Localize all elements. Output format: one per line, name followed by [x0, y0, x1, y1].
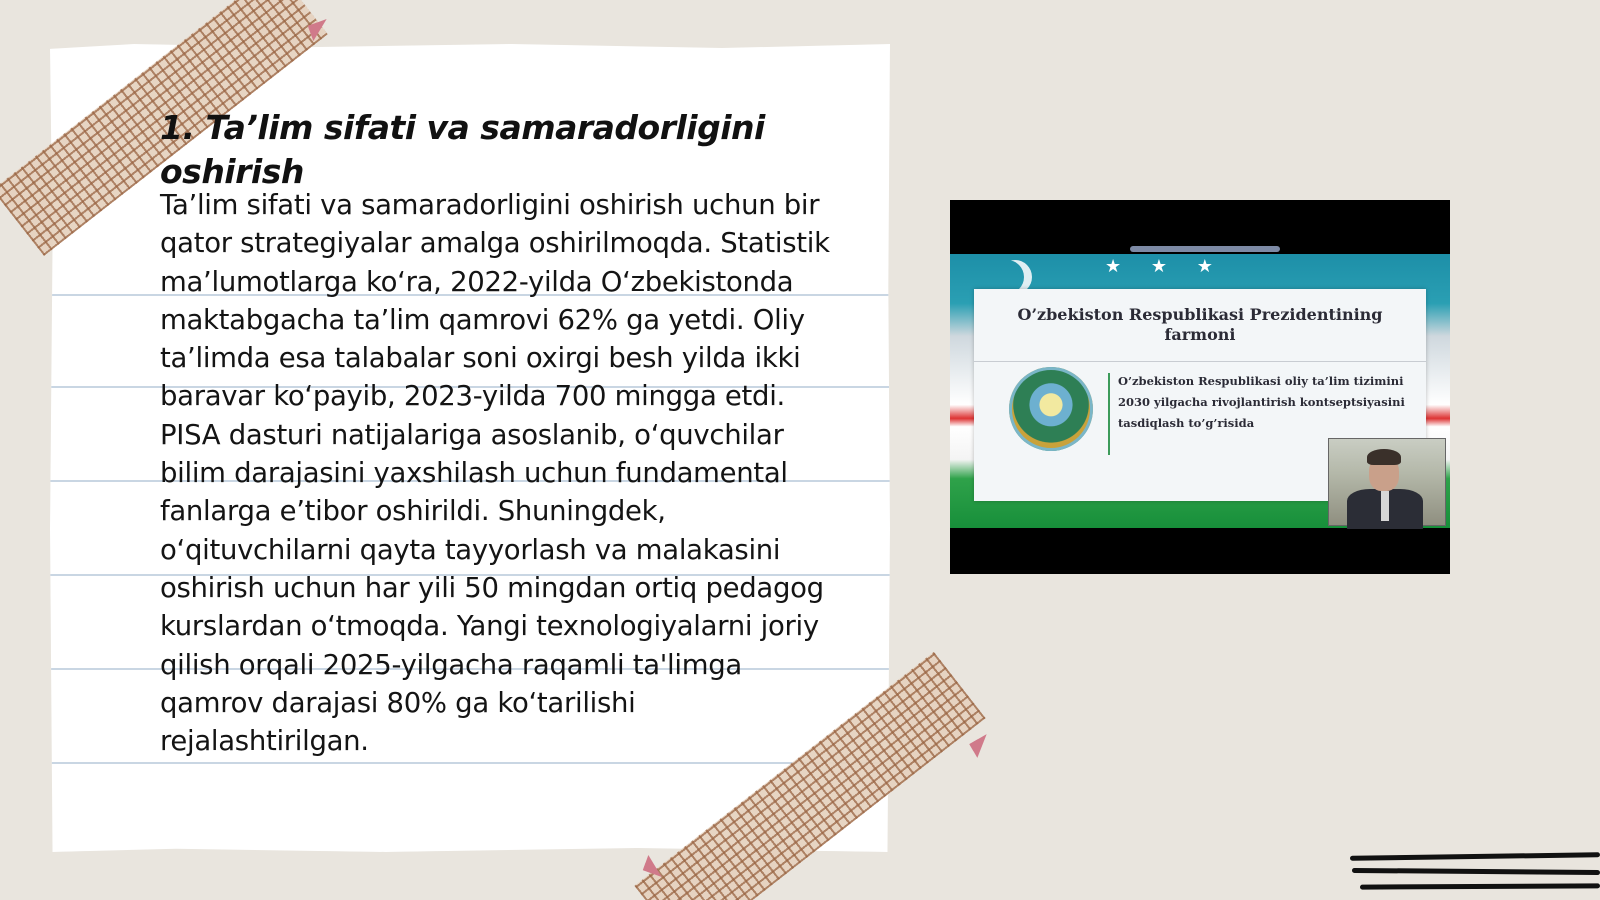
- stars-icon: ★ ★ ★: [1105, 256, 1225, 277]
- decorative-stroke: [1352, 868, 1600, 875]
- video-frame[interactable]: [950, 200, 1450, 574]
- decree-subtitle: O’zbekiston Respublikasi oliy ta’lim tizimini 2030 yilgacha rivojlantirish kontseptsiyasini tasdiqlash to’g’risida: [1118, 374, 1405, 430]
- divider-vertical: [1108, 373, 1110, 455]
- slide-body-text: Ta’lim sifati va samaradorligini oshirish uchun bir qator strategiyalar amalga oshirilmoqda. Statistik ma’lumotlarga ko‘ra, 2022-yilda O‘zbekistonda maktabgacha ta’lim qamrovi 62% ga yetdi. Oliy ta’limda esa talabalar soni oxirgi besh yilda ikki baravar ko‘payib, 2023-yilda 700 mingga etdi. PISA dasturi natijalariga asoslanib, o‘quvchilar bilim darajasini yaxshilash uchun fundamental fanlarga e’tibor oshirildi. Shuningdek, o‘qituvchilarni qayta tayyorlash va malakasini oshirish uchun har yili 50 mingdan ortiq pedagog kurslardan o‘tmoqda. Yangi texnologiyalarni joriy qilish orqali 2025-yilgacha raqamli ta'limga qamrov darajasi 80% ga ko‘tarilishi rejalashtirilgan.: [160, 189, 830, 758]
- ruled-line: [50, 762, 890, 764]
- speaker-tie: [1381, 491, 1389, 521]
- divider: [974, 361, 1426, 362]
- decorative-stroke: [1350, 852, 1600, 860]
- decree-heading: O’zbekiston Respublikasi Prezidentining farmoni: [1017, 305, 1383, 344]
- speaker-hair: [1367, 449, 1401, 465]
- decorative-stroke: [1360, 883, 1600, 889]
- pin-icon: [969, 734, 994, 758]
- state-emblem-icon: [1009, 367, 1093, 451]
- slide-title: 1. Ta’lim sifati va samaradorligini oshirish: [160, 108, 765, 191]
- video-top-bar: [1130, 246, 1280, 252]
- speaker-video-thumbnail: [1328, 438, 1446, 526]
